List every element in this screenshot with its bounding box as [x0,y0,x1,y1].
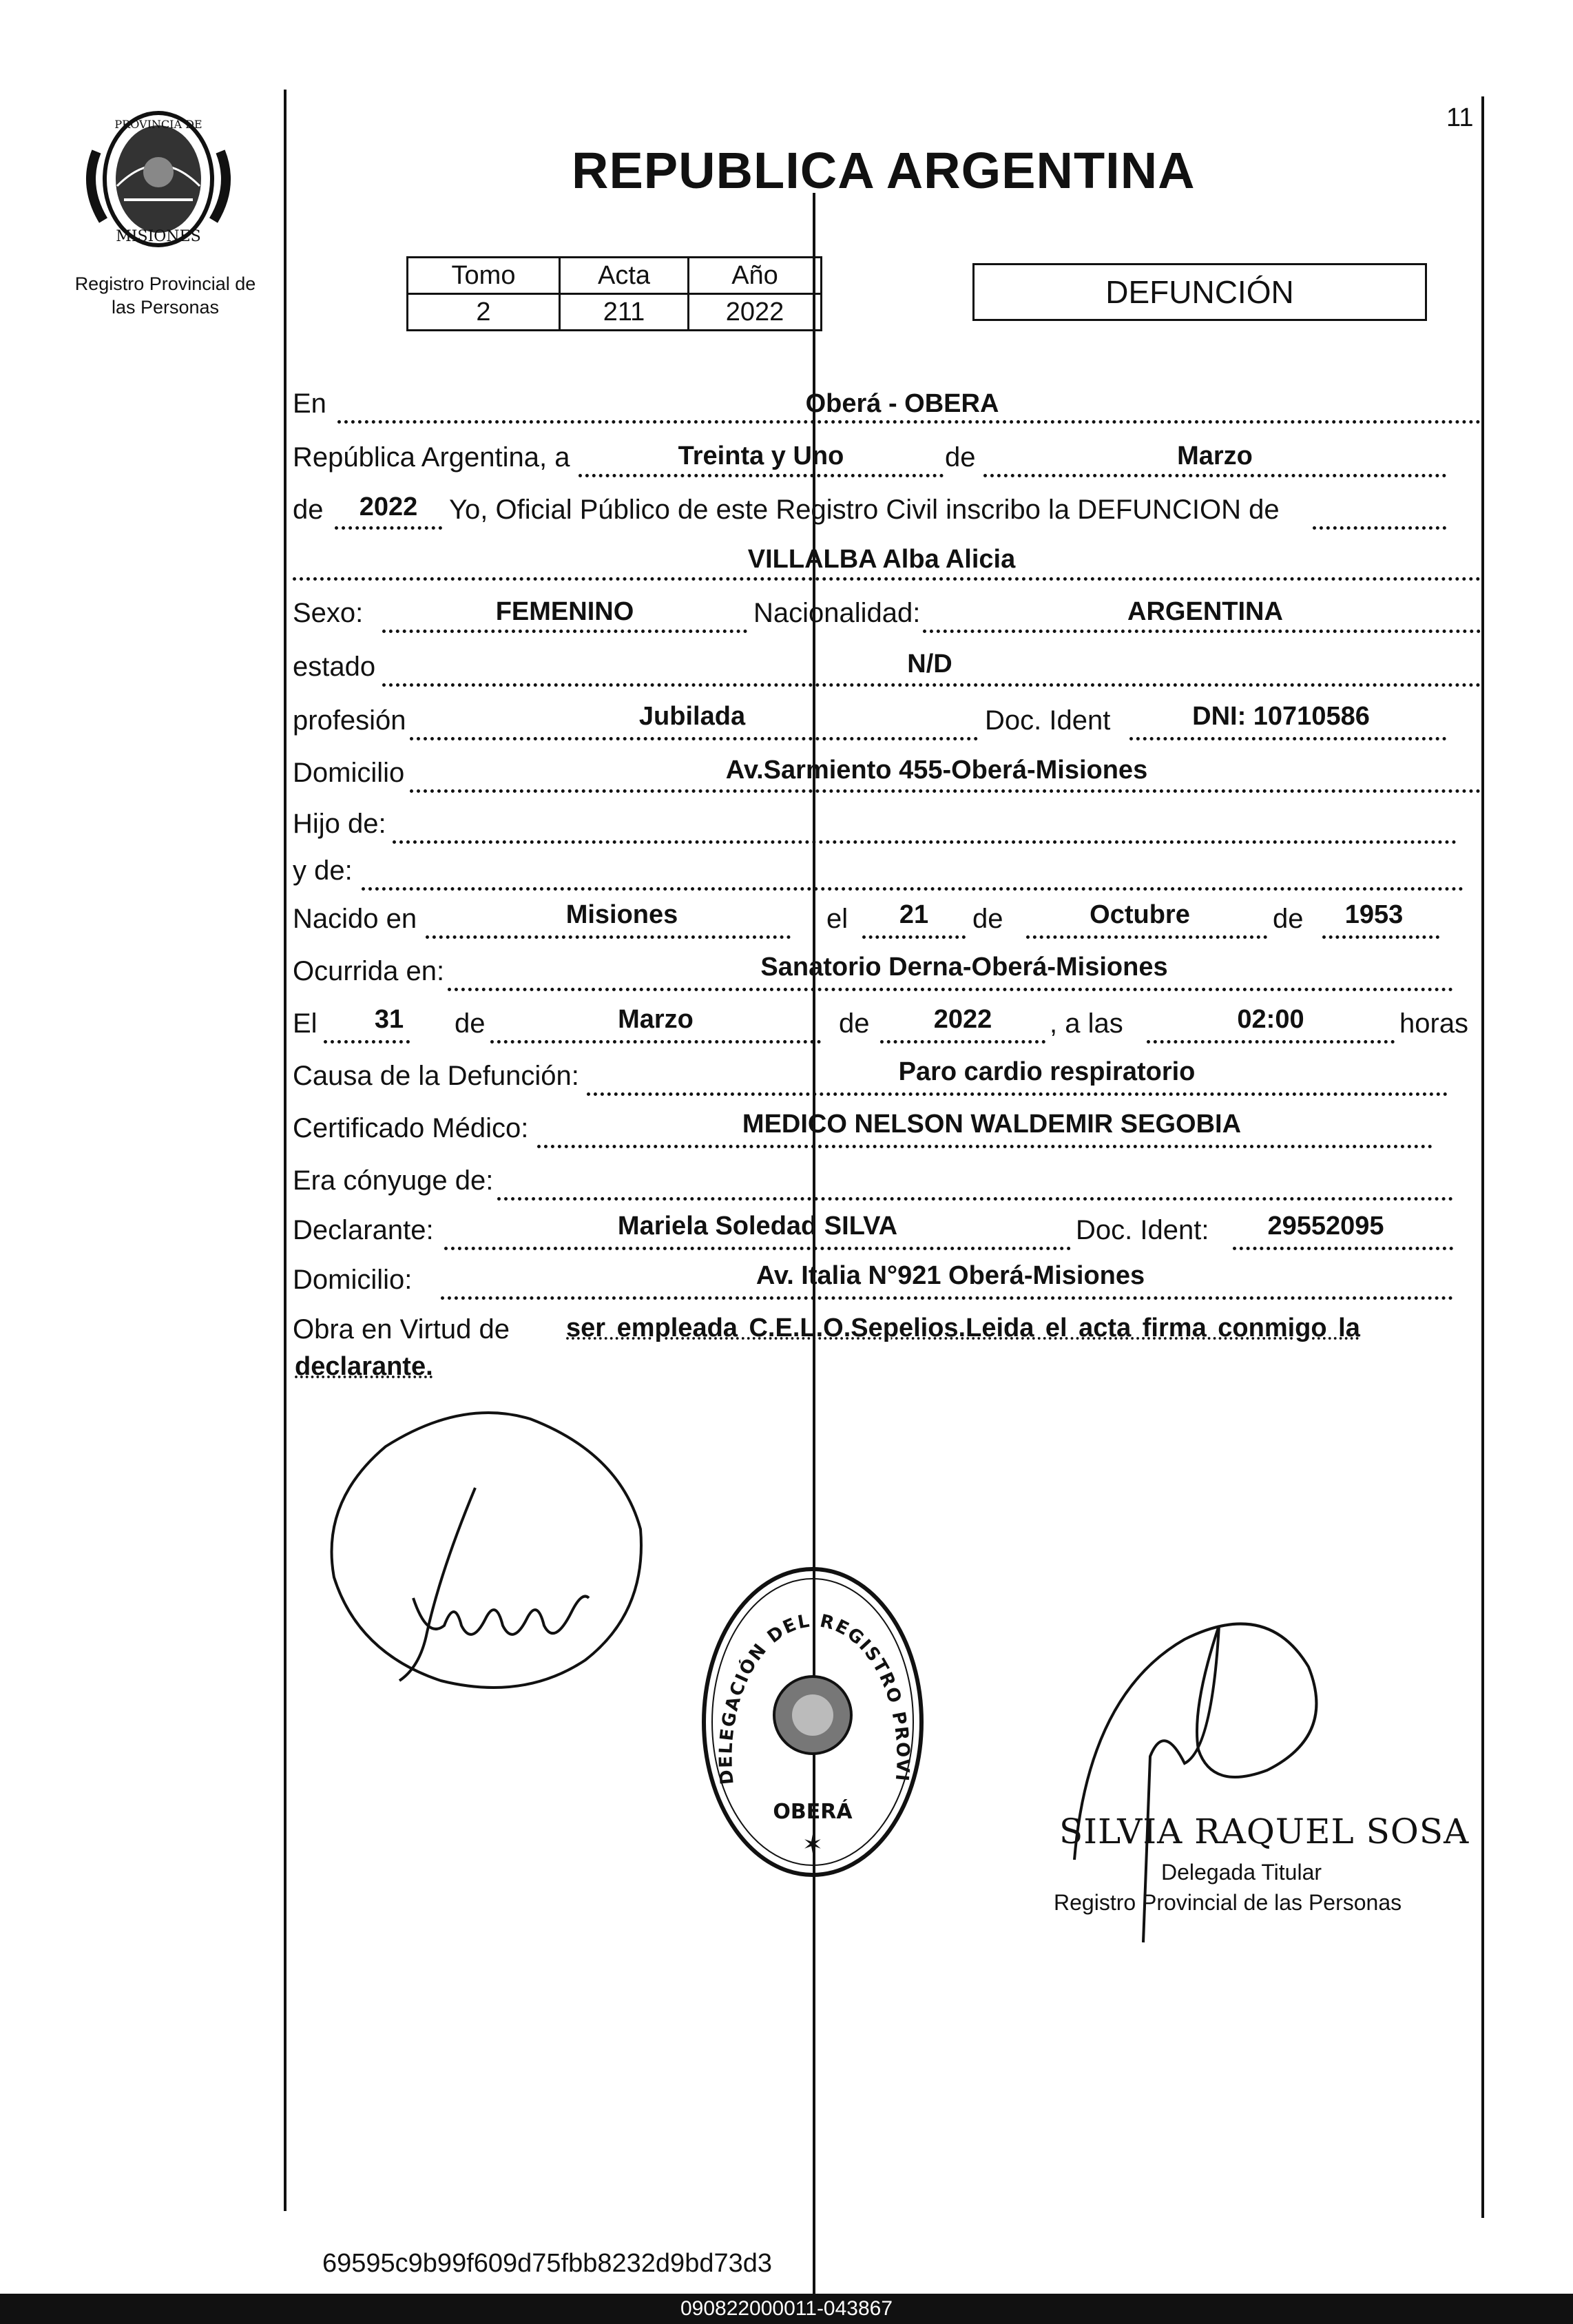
birth-day-value: 21 [899,900,929,929]
obra-label: Obra en Virtud de [293,1314,510,1345]
right-margin-line [1481,96,1484,2218]
alas-label: , a las [1050,1008,1123,1039]
certificado-label: Certificado Médico: [293,1113,529,1143]
official-name: SILVIA RAQUEL SOSA [1059,1812,1470,1851]
official-stamp [696,1557,930,1887]
profesion-label: profesión [293,705,406,736]
doc-ident2-label: Doc. Ident: [1076,1215,1209,1245]
anio-header: Año [689,258,822,294]
el-label: el [826,904,848,934]
inscribo-text: Yo, Oficial Público de este Registro Civil inscribo la DEFUNCION de [449,495,1280,525]
document-title: REPUBLICA ARGENTINA [572,142,1196,199]
estado-label: estado [293,652,376,682]
doc-ident-dots [1129,737,1446,740]
ocurrida-label: Ocurrida en: [293,956,445,986]
profesion-value: Jubilada [638,702,746,731]
svg-text:✶: ✶ [802,1830,824,1858]
year-dots [335,526,442,530]
estado-value: N/D [907,650,952,678]
reference-table [406,256,822,331]
conyuge-dots [497,1197,1453,1201]
republica-label: República Argentina, a [293,442,570,473]
yde-label: y de: [293,855,353,886]
domicilio-dots [410,789,1481,793]
death-year-value: 2022 [933,1005,992,1034]
ocurrida-dots [448,988,1453,991]
conyuge-label: Era cónyuge de: [293,1165,494,1196]
death-time-dots [1147,1040,1395,1044]
death-month-value: Marzo [618,1005,694,1034]
causa-dots [587,1092,1448,1096]
doc-ident2-dots [1233,1247,1453,1250]
birth-day-dots [862,935,966,939]
nacionalidad-dots [923,630,1481,633]
month-value: Marzo [1177,442,1253,470]
declarante-dots [444,1247,1071,1250]
en-value: Oberá - OBERA [805,389,999,418]
domicilio2-label: Domicilio: [293,1265,413,1295]
domicilio-label: Domicilio [293,758,405,788]
de-label-2: de [293,495,324,525]
hijo-label: Hijo de: [293,809,386,839]
sexo-label: Sexo: [293,598,364,628]
domicilio2-dots [441,1296,1453,1300]
certificado-dots [537,1145,1433,1148]
registry-line-2: las Personas [111,297,220,318]
en-dots [337,420,1481,424]
day-words-value: Treinta y Uno [678,442,844,470]
death-time-value: 02:00 [1237,1005,1304,1034]
el2-label: El [293,1008,317,1039]
svg-text:PROVINCIA DE: PROVINCIA DE [114,118,202,131]
death-year-dots [880,1040,1045,1044]
left-margin-line [284,90,287,2211]
acta-value: 211 [560,294,689,331]
declarante-value: Mariela Soledad SILVA [617,1212,898,1241]
tomo-value: 2 [408,294,560,331]
de-label-6: de [839,1008,870,1039]
declarant-signature [324,1391,654,1708]
year-value: 2022 [359,492,418,521]
inscribo-dots [1313,526,1446,530]
provincia-misiones-seal [76,103,241,255]
sexo-dots [382,630,747,633]
nacionalidad-label: Nacionalidad: [753,598,921,628]
nacido-label: Nacido en [293,904,417,934]
document-hash: 69595c9b99f609d75fbb8232d9bd73d3 [322,2249,772,2278]
name-dots [293,577,1481,581]
month-dots [983,474,1446,477]
doc-ident-label: Doc. Ident [985,705,1111,736]
tomo-header: Tomo [408,258,560,294]
svg-text:MISIONES: MISIONES [116,228,201,245]
profesion-dots [410,737,978,740]
sexo-value: FEMENINO [495,597,634,626]
hijo-dots [393,840,1457,844]
day-words-dots [579,474,944,477]
official-position: Delegada Titular [1161,1860,1322,1885]
obra-value-line1: ser empleada C.E.L.O.Sepelios.Leida el acta firma conmigo la [566,1314,1360,1342]
document-type-box: DEFUNCIÓN [972,263,1427,321]
birth-month-dots [1026,935,1267,939]
de-label-4: de [1273,904,1304,934]
yde-dots [362,887,1463,891]
nacionalidad-value: ARGENTINA [1127,597,1283,626]
ocurrida-value: Sanatorio Derna-Oberá-Misiones [760,953,1168,982]
birth-year-value: 1953 [1344,900,1404,929]
registry-line-1: Registro Provincial de [74,273,256,294]
causa-label: Causa de la Defunción: [293,1061,579,1091]
birth-year-dots [1322,935,1439,939]
doc-ident2-value: 29552095 [1267,1212,1384,1241]
de-label-5: de [455,1008,486,1039]
page-number: 11 [1446,103,1474,132]
death-day-value: 31 [374,1005,404,1034]
death-day-dots [324,1040,410,1044]
acta-header: Acta [560,258,689,294]
de-label-3: de [972,904,1003,934]
estado-dots [382,683,1481,687]
deceased-name: VILLALBA Alba Alicia [747,545,1016,574]
declarante-label: Declarante: [293,1215,434,1245]
footer-code: 090822000011-043867 [0,2294,1573,2324]
nacido-dots [426,935,791,939]
domicilio2-value: Av. Italia N°921 Oberá-Misiones [756,1261,1145,1290]
horas-label: horas [1399,1008,1469,1039]
anio-value: 2022 [689,294,822,331]
de-label-1: de [945,442,976,473]
birth-month-value: Octubre [1090,900,1190,929]
svg-text:DELEGACIÓN DEL REGISTRO PROVIN: DELEGACIÓN DEL REGISTRO PROVI [716,1610,913,1786]
official-office: Registro Provincial de las Personas [1054,1890,1402,1915]
doc-ident-value: DNI: 10710586 [1192,702,1370,731]
obra-value-line2: declarante. [295,1352,433,1381]
death-month-dots [490,1040,821,1044]
registry-label [62,272,269,319]
domicilio-value: Av.Sarmiento 455-Oberá-Misiones [725,756,1148,785]
en-label: En [293,388,326,419]
nacido-value: Misiones [565,900,678,929]
certificado-value: MEDICO NELSON WALDEMIR SEGOBIA [742,1110,1242,1139]
causa-value: Paro cardio respiratorio [898,1057,1196,1086]
svg-text:OBERÁ: OBERÁ [773,1800,853,1824]
